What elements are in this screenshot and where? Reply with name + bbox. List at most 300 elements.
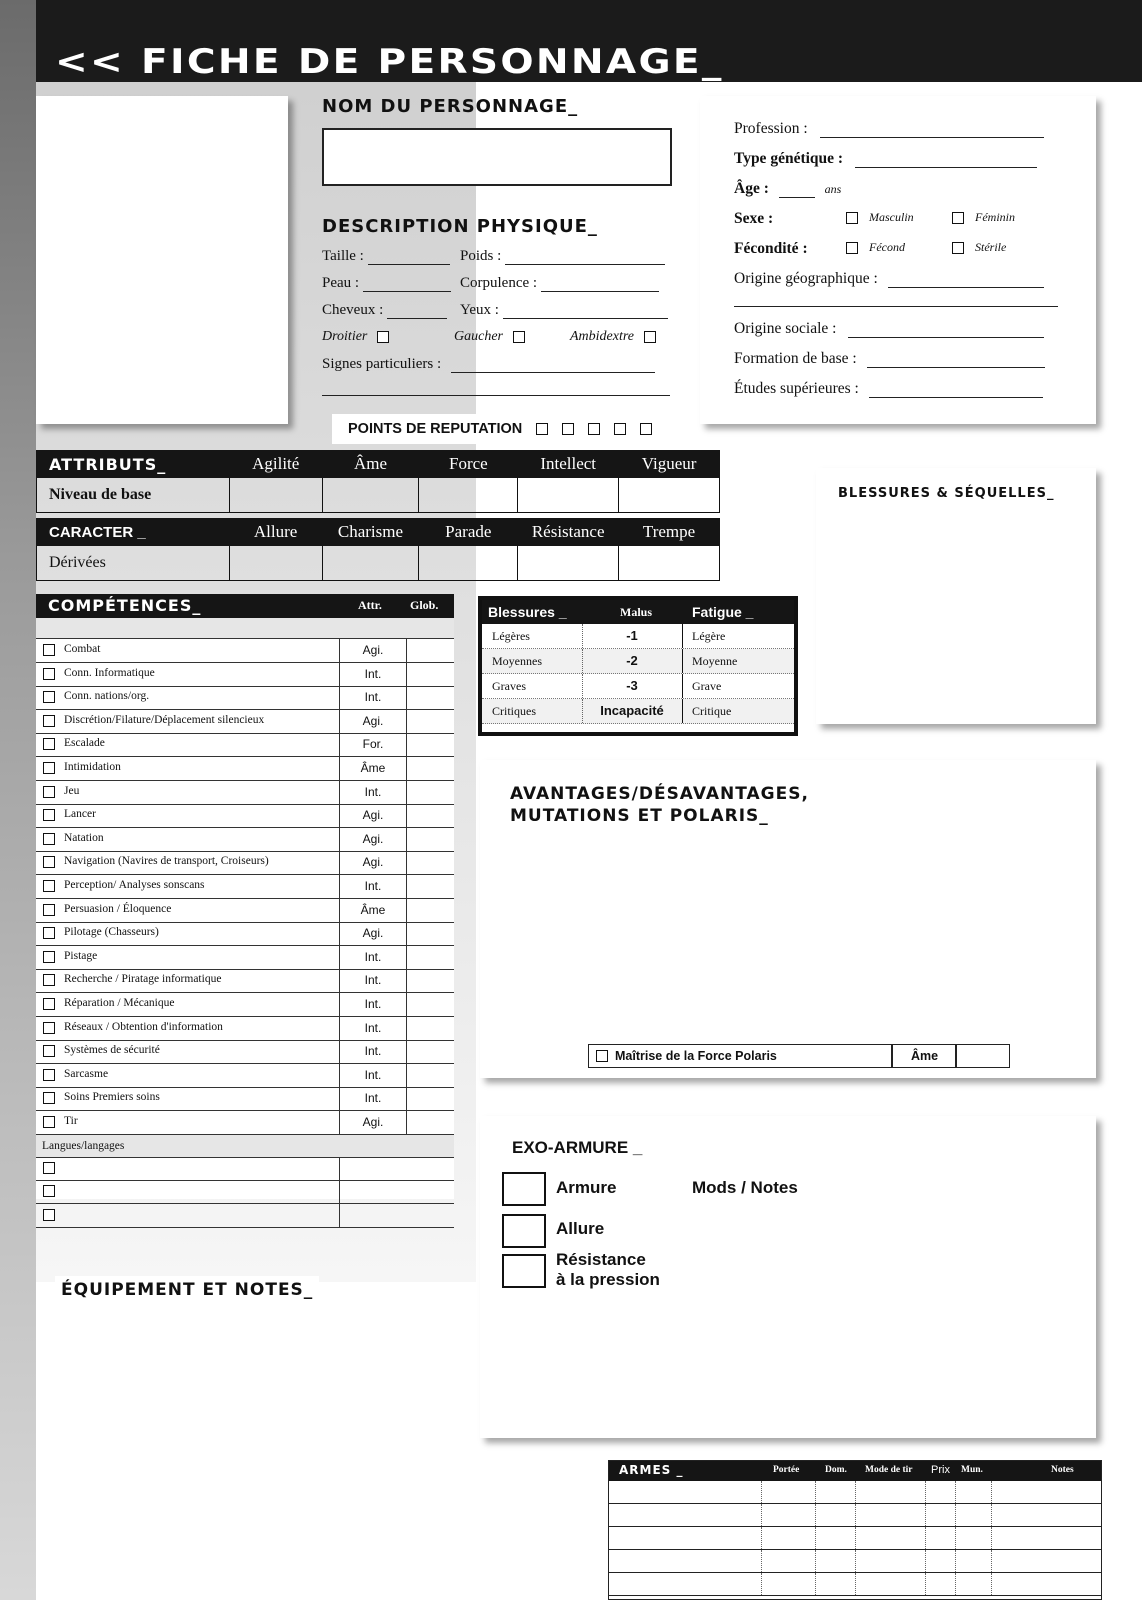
skill-checkbox[interactable] — [43, 998, 55, 1010]
car-col-resistance: Résistance — [518, 519, 619, 546]
age-label: Âge : — [734, 180, 769, 197]
skill-name-cell — [36, 922, 340, 945]
weapon-col-divider — [855, 1481, 856, 1503]
language-value-cell[interactable] — [340, 1204, 452, 1227]
signes-label: Signes particuliers : — [322, 356, 442, 372]
fecond-label: Fécond — [869, 240, 905, 254]
skill-attr: Int. — [340, 1064, 407, 1087]
peau-field[interactable] — [363, 291, 451, 292]
fatigue-level: Critique — [692, 704, 732, 718]
origine-sociale-field[interactable] — [848, 337, 1044, 338]
skill-glob-field[interactable] — [407, 1111, 453, 1134]
skill-checkbox[interactable] — [43, 1022, 55, 1034]
skill-name: Natation — [64, 831, 104, 844]
col-mode-tir: Mode de tir — [865, 1465, 913, 1475]
skill-attr: Agi. — [340, 710, 407, 733]
wound-malus: Incapacité — [600, 703, 664, 718]
masculin-checkbox[interactable] — [846, 212, 858, 224]
polaris-label: Maîtrise de la Force Polaris — [615, 1049, 777, 1063]
weapon-col-divider — [955, 1573, 956, 1595]
weapon-col-divider — [761, 1527, 762, 1549]
col-dom: Dom. — [825, 1465, 847, 1475]
skill-name-cell — [36, 946, 340, 969]
reputation-checkbox-2[interactable] — [562, 423, 574, 435]
skill-checkbox[interactable] — [43, 644, 55, 656]
skill-glob-field[interactable] — [407, 663, 453, 686]
wound-header — [482, 600, 794, 624]
agilite-value[interactable] — [229, 478, 322, 513]
reputation-checkbox-1[interactable] — [536, 423, 548, 435]
weapon-col-divider — [761, 1573, 762, 1595]
skill-name-cell — [36, 1040, 340, 1063]
weapon-col-divider — [991, 1481, 992, 1503]
yeux-label: Yeux : — [460, 302, 499, 318]
skill-checkbox[interactable] — [43, 786, 55, 798]
car-col-allure: Allure — [229, 519, 322, 546]
weapon-col-divider — [815, 1573, 816, 1595]
fecond-checkbox[interactable] — [846, 242, 858, 254]
sexe-label: Sexe : — [734, 210, 774, 227]
profession-label: Profession : — [734, 120, 808, 137]
car-col-parade: Parade — [419, 519, 518, 546]
fatigue-level: Moyenne — [692, 654, 738, 668]
weapon-col-divider — [991, 1550, 992, 1572]
skill-attr: Int. — [340, 1040, 407, 1063]
skill-name: Conn. Informatique — [64, 666, 155, 679]
weapon-col-divider — [955, 1550, 956, 1572]
wound-divider-2 — [682, 649, 683, 673]
skill-row[interactable] — [36, 828, 454, 852]
skill-row[interactable] — [36, 781, 454, 805]
skill-attr: Agi. — [340, 639, 407, 662]
weapon-col-divider — [991, 1527, 992, 1549]
wound-row — [482, 699, 794, 724]
skill-attr: Int. — [340, 1087, 407, 1110]
vigueur-value[interactable] — [619, 478, 720, 513]
intellect-value[interactable] — [518, 478, 619, 513]
ame-value[interactable] — [322, 478, 419, 513]
language-value-cell[interactable] — [340, 1157, 452, 1180]
skill-row[interactable] — [36, 733, 454, 757]
weapon-row[interactable] — [609, 1504, 1101, 1527]
skill-row[interactable] — [36, 1017, 454, 1041]
attr-col-ame: Âme — [322, 451, 419, 478]
exo-allure-label: Allure — [556, 1219, 605, 1238]
taille-label: Taille : — [322, 248, 364, 264]
weapon-col-divider — [855, 1573, 856, 1595]
weapon-col-divider — [855, 1527, 856, 1549]
wound-table — [478, 596, 798, 736]
skill-checkbox[interactable] — [43, 1116, 55, 1128]
type-genetique-label: Type génétique : — [734, 150, 844, 167]
car-col-trempe: Trempe — [619, 519, 720, 546]
ambidextre-checkbox[interactable] — [644, 331, 656, 343]
competences-spacer — [36, 618, 454, 639]
skill-name: Recherche / Piratage informatique — [64, 973, 222, 986]
etudes-field[interactable] — [869, 397, 1043, 398]
yeux-field[interactable] — [503, 318, 668, 319]
skill-checkbox[interactable] — [43, 762, 55, 774]
origine-geo-field[interactable] — [888, 287, 1044, 288]
language-value-cell[interactable] — [340, 1180, 452, 1203]
wound-divider-2 — [682, 674, 683, 698]
pression-label-2: à la pression — [556, 1270, 660, 1289]
skill-glob-field[interactable] — [407, 922, 453, 945]
reputation-checkbox-4[interactable] — [614, 423, 626, 435]
skill-attr: Int. — [340, 946, 407, 969]
language-checkbox[interactable] — [43, 1162, 55, 1174]
language-name-cell[interactable] — [36, 1157, 340, 1180]
avantages-card — [480, 760, 1096, 1078]
wound-row — [482, 624, 794, 649]
skill-attr: Agi. — [340, 922, 407, 945]
origine-geo-field-line2[interactable] — [734, 292, 1058, 307]
skill-name-cell — [36, 639, 340, 662]
skill-name: Escalade — [64, 737, 105, 750]
skill-name-cell — [36, 899, 340, 922]
caracter-table — [36, 518, 720, 581]
physical-fields — [322, 248, 672, 396]
avantages-title-line2: MUTATIONS ET POLARIS_ — [510, 806, 769, 826]
weapon-col-divider — [815, 1481, 816, 1503]
glob-header: Glob. — [410, 598, 439, 612]
weapon-row[interactable] — [609, 1527, 1101, 1550]
skill-name: Réseaux / Obtention d'information — [64, 1020, 223, 1033]
weapon-row[interactable] — [609, 1550, 1101, 1573]
profile-card — [700, 96, 1096, 424]
sterile-label: Stérile — [975, 240, 1007, 254]
weapon-col-divider — [991, 1504, 992, 1526]
physical-title: DESCRIPTION PHYSIQUE_ — [322, 216, 598, 237]
peau-label: Peau : — [322, 275, 360, 291]
poids-label: Poids : — [460, 248, 502, 264]
droitier-checkbox[interactable] — [377, 331, 389, 343]
corpulence-field[interactable] — [541, 291, 659, 292]
wound-divider-2 — [682, 699, 683, 723]
skill-name: Pilotage (Chasseurs) — [64, 926, 159, 939]
parade-value[interactable] — [419, 546, 518, 581]
attr-col-force: Force — [419, 451, 518, 478]
skill-attr: Agi. — [340, 804, 407, 827]
attributes-table — [36, 450, 720, 513]
skill-glob-field[interactable] — [407, 757, 453, 780]
wound-level: Moyennes — [492, 654, 542, 668]
skill-attr: Int. — [340, 993, 407, 1016]
competences-list — [36, 639, 454, 1199]
skill-row[interactable] — [36, 1087, 454, 1111]
skill-name: Navigation (Navires de transport, Croiseurs) — [64, 855, 269, 868]
competences-panel — [36, 594, 454, 1244]
weapon-col-divider — [815, 1504, 816, 1526]
skill-attr: Âme — [340, 757, 407, 780]
pression-box[interactable] — [502, 1254, 546, 1288]
force-value[interactable] — [419, 478, 518, 513]
attr-row-label: Niveau de base — [37, 478, 230, 513]
skill-row[interactable] — [36, 757, 454, 781]
weapon-col-divider — [815, 1527, 816, 1549]
skill-glob-field[interactable] — [407, 733, 453, 756]
skill-row[interactable] — [36, 639, 454, 663]
skill-checkbox[interactable] — [43, 904, 55, 916]
skill-name: Sarcasme — [64, 1067, 109, 1080]
etudes-label: Études supérieures : — [734, 380, 859, 397]
skill-name: Tir — [64, 1115, 78, 1127]
weapon-row[interactable] — [609, 1481, 1101, 1504]
skill-glob-field[interactable] — [407, 639, 453, 662]
language-row[interactable] — [36, 1157, 454, 1181]
langues-header — [36, 1135, 454, 1158]
signes-field-line2[interactable] — [322, 383, 670, 396]
page-title: << FICHE DE PERSONNAGE_ — [55, 42, 724, 82]
skill-glob-field[interactable] — [407, 899, 453, 922]
weapon-col-divider — [761, 1504, 762, 1526]
trempe-value[interactable] — [619, 546, 720, 581]
competences-title: COMPÉTENCES_ — [48, 596, 202, 615]
skill-name: Discrétion/Filature/Déplacement silencieux — [64, 713, 265, 726]
feminin-checkbox[interactable] — [952, 212, 964, 224]
ambidextre-label: Ambidextre — [570, 329, 635, 344]
skill-attr: Agi. — [340, 1111, 407, 1134]
skill-name-cell — [36, 663, 340, 686]
skill-checkbox[interactable] — [43, 951, 55, 963]
weapon-col-divider — [761, 1550, 762, 1572]
wound-divider-2 — [682, 624, 683, 648]
weapon-col-divider — [991, 1573, 992, 1595]
portrait-box[interactable] — [36, 96, 288, 424]
profession-field[interactable] — [820, 137, 1044, 138]
skill-name-cell — [36, 781, 340, 804]
wound-head-blessures: Blessures _ — [488, 604, 567, 620]
skill-name: Systèmes de sécurité — [64, 1044, 160, 1057]
ans-label: ans — [824, 182, 842, 196]
language-checkbox[interactable] — [43, 1209, 55, 1221]
skill-checkbox[interactable] — [43, 974, 55, 986]
weapon-col-divider — [925, 1550, 926, 1572]
wound-malus: -1 — [626, 628, 638, 643]
skill-attr: Int. — [340, 1017, 407, 1040]
skill-checkbox[interactable] — [43, 833, 55, 845]
skill-row[interactable] — [36, 804, 454, 828]
weapon-col-divider — [955, 1504, 956, 1526]
skill-glob-field[interactable] — [407, 710, 453, 733]
car-row-label: Dérivées — [37, 546, 230, 581]
skill-checkbox[interactable] — [43, 715, 55, 727]
weapon-col-divider — [955, 1527, 956, 1549]
skill-attr: For. — [340, 733, 407, 756]
skill-checkbox[interactable] — [43, 809, 55, 821]
weapon-rows — [609, 1481, 1101, 1597]
allure-box[interactable] — [502, 1214, 546, 1248]
skill-checkbox[interactable] — [43, 880, 55, 892]
skill-checkbox[interactable] — [43, 668, 55, 680]
weapon-col-divider — [925, 1573, 926, 1595]
weapon-col-divider — [925, 1481, 926, 1503]
equipement-title: ÉQUIPEMENT ET NOTES_ — [55, 1276, 319, 1304]
polaris-row[interactable] — [588, 1044, 1010, 1068]
type-genetique-field[interactable] — [855, 167, 1037, 168]
name-field[interactable] — [322, 128, 672, 186]
skill-name: Combat — [64, 643, 101, 655]
skill-row[interactable] — [36, 969, 454, 993]
weapon-row[interactable] — [609, 1573, 1101, 1596]
pression-label-1: Résistance — [556, 1250, 646, 1269]
attr-col-agilite: Agilité — [229, 451, 322, 478]
avantages-title-line1: AVANTAGES/DÉSAVANTAGES, — [510, 784, 809, 804]
skill-name-cell — [36, 710, 340, 733]
formation-label: Formation de base : — [734, 350, 857, 367]
skill-name-cell — [36, 804, 340, 827]
cheveux-field[interactable] — [387, 318, 447, 319]
skill-name-cell — [36, 1064, 340, 1087]
fecondite-label: Fécondité : — [734, 240, 808, 257]
skill-glob-field[interactable] — [407, 875, 453, 898]
skill-name-cell — [36, 1111, 340, 1134]
polaris-divider-2 — [955, 1045, 957, 1067]
formation-field[interactable] — [867, 367, 1045, 368]
skill-row[interactable] — [36, 1111, 454, 1135]
allure-value[interactable] — [229, 546, 322, 581]
skill-attr: Int. — [340, 875, 407, 898]
skill-glob-field[interactable] — [407, 804, 453, 827]
skill-glob-field[interactable] — [407, 781, 453, 804]
polaris-attr: Âme — [911, 1049, 939, 1063]
col-notes: Notes — [1051, 1465, 1074, 1475]
skill-name: Soins Premiers soins — [64, 1091, 160, 1104]
polaris-divider — [891, 1045, 893, 1067]
skill-checkbox[interactable] — [43, 856, 55, 868]
skill-glob-field[interactable] — [407, 686, 453, 709]
language-row[interactable] — [36, 1204, 454, 1228]
language-row[interactable] — [36, 1180, 454, 1204]
skill-name: Jeu — [64, 784, 80, 797]
skill-checkbox[interactable] — [43, 1092, 55, 1104]
skill-attr: Agi. — [340, 828, 407, 851]
skill-attr: Int. — [340, 686, 407, 709]
weapon-col-divider — [855, 1550, 856, 1572]
weapon-col-divider — [761, 1481, 762, 1503]
weapon-col-divider — [925, 1527, 926, 1549]
skill-row[interactable] — [36, 663, 454, 687]
skill-attr: Agi. — [340, 851, 407, 874]
skill-row[interactable] — [36, 922, 454, 946]
weapon-col-divider — [815, 1550, 816, 1572]
charisme-value[interactable] — [322, 546, 419, 581]
age-field[interactable] — [779, 197, 815, 198]
feminin-label: Féminin — [975, 210, 1015, 224]
weapon-col-divider — [955, 1481, 956, 1503]
col-portee: Portée — [773, 1465, 800, 1475]
taille-field[interactable] — [368, 264, 450, 265]
skill-attr: Int. — [340, 781, 407, 804]
skill-checkbox[interactable] — [43, 738, 55, 750]
skill-glob-field[interactable] — [407, 969, 453, 992]
armure-label: Armure — [556, 1178, 617, 1197]
weapons-table — [608, 1460, 1102, 1600]
skill-row[interactable] — [36, 1040, 454, 1064]
attributes-title: ATTRIBUTS_ — [37, 451, 230, 478]
resistance-value[interactable] — [518, 546, 619, 581]
skill-name: Pistage — [64, 949, 98, 962]
skill-row[interactable] — [36, 993, 454, 1017]
skill-row[interactable] — [36, 710, 454, 734]
skill-glob-field[interactable] — [407, 828, 453, 851]
exo-armure-card — [480, 1116, 1096, 1438]
skill-name-cell — [36, 969, 340, 992]
language-name-cell[interactable] — [36, 1180, 340, 1203]
blessures-sequelles-card — [816, 468, 1096, 724]
wound-head-fatigue: Fatigue _ — [692, 604, 754, 620]
polaris-checkbox[interactable] — [596, 1050, 608, 1062]
skill-checkbox[interactable] — [43, 927, 55, 939]
skill-glob-field[interactable] — [407, 1017, 453, 1040]
droitier-label: Droitier — [322, 329, 368, 344]
signes-field[interactable] — [451, 372, 655, 373]
skill-row[interactable] — [36, 851, 454, 875]
skill-row[interactable] — [36, 686, 454, 710]
origine-sociale-label: Origine sociale : — [734, 320, 837, 337]
corpulence-label: Corpulence : — [460, 275, 538, 291]
blessures-sequelles-title: BLESSURES & SÉQUELLES_ — [838, 486, 1055, 501]
weapon-col-divider — [925, 1504, 926, 1526]
skill-name-cell — [36, 875, 340, 898]
skill-name-cell — [36, 1017, 340, 1040]
skill-glob-field[interactable] — [407, 1087, 453, 1110]
skill-attr: Âme — [340, 899, 407, 922]
car-col-charisme: Charisme — [322, 519, 419, 546]
language-name-cell[interactable] — [36, 1204, 340, 1227]
wound-malus: -3 — [626, 678, 638, 693]
skill-glob-field[interactable] — [407, 851, 453, 874]
skill-row[interactable] — [36, 899, 454, 923]
skill-name: Lancer — [64, 808, 96, 821]
sterile-checkbox[interactable] — [952, 242, 964, 254]
skill-attr: Int. — [340, 663, 407, 686]
skill-checkbox[interactable] — [43, 1069, 55, 1081]
skill-row[interactable] — [36, 946, 454, 970]
name-label: NOM DU PERSONNAGE_ — [322, 96, 579, 117]
decorative-left-strip — [0, 0, 36, 1600]
skill-checkbox[interactable] — [43, 691, 55, 703]
gaucher-label: Gaucher — [454, 329, 503, 344]
reputation-checkbox-5[interactable] — [640, 423, 652, 435]
skill-checkbox[interactable] — [43, 1045, 55, 1057]
skill-row[interactable] — [36, 875, 454, 899]
skill-glob-field[interactable] — [407, 946, 453, 969]
reputation-bar — [332, 414, 682, 444]
skill-name: Perception/ Analyses sonscans — [64, 879, 205, 891]
gaucher-checkbox[interactable] — [513, 331, 525, 343]
reputation-checkbox-3[interactable] — [588, 423, 600, 435]
wound-level: Légères — [492, 629, 530, 643]
col-mun: Mun. — [961, 1465, 983, 1475]
fatigue-level: Grave — [692, 679, 722, 693]
caracter-title: CARACTER _ — [37, 519, 230, 546]
skill-glob-field[interactable] — [407, 1064, 453, 1087]
skill-name-cell — [36, 828, 340, 851]
cheveux-label: Cheveux : — [322, 302, 384, 318]
col-prix: Prix — [931, 1464, 950, 1476]
skill-name: Réparation / Mécanique — [64, 997, 175, 1009]
armure-box[interactable] — [502, 1172, 546, 1206]
fatigue-level: Légère — [692, 629, 726, 643]
skill-glob-field[interactable] — [407, 993, 453, 1016]
skill-row[interactable] — [36, 1064, 454, 1088]
skill-glob-field[interactable] — [407, 1040, 453, 1063]
language-checkbox[interactable] — [43, 1185, 55, 1197]
poids-field[interactable] — [505, 264, 665, 265]
masculin-label: Masculin — [869, 210, 914, 224]
weapons-title: ARMES _ — [619, 1463, 684, 1477]
